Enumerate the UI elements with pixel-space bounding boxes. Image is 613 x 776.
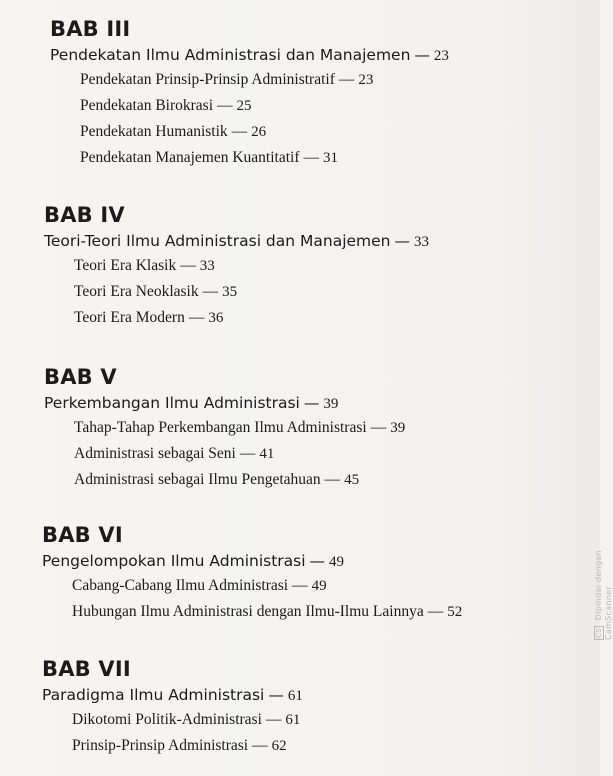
section-page-number: 41 bbox=[259, 446, 275, 462]
section-page-number: 31 bbox=[323, 150, 339, 166]
section-title: Pendekatan Birokrasi bbox=[80, 97, 214, 114]
section-title: Teori Era Klasik bbox=[74, 257, 177, 274]
section-page-number: 25 bbox=[236, 98, 252, 114]
section-page-number: 45 bbox=[344, 472, 360, 488]
section-page-number: 52 bbox=[447, 604, 463, 620]
section-list bbox=[42, 573, 582, 625]
separator-dash: — bbox=[324, 471, 341, 488]
section-page-number: 36 bbox=[208, 310, 224, 326]
section-title: Pendekatan Manajemen Kuantitatif bbox=[80, 149, 300, 166]
section-item bbox=[74, 305, 584, 331]
separator-dash: — bbox=[303, 394, 320, 412]
separator-dash: — bbox=[202, 283, 219, 300]
section-item bbox=[74, 441, 584, 467]
chapter-title-text: Pendekatan Ilmu Administrasi dan Manajemen bbox=[50, 46, 411, 64]
separator-dash: — bbox=[292, 577, 308, 594]
separator-dash: — bbox=[239, 445, 256, 462]
section-page-number: 26 bbox=[251, 124, 267, 140]
chapter-title bbox=[50, 44, 590, 67]
chapter-page-number: 39 bbox=[323, 396, 339, 412]
chapter-title-text: Perkembangan Ilmu Administrasi bbox=[44, 394, 300, 412]
section-list bbox=[50, 67, 590, 171]
section-item bbox=[80, 67, 590, 93]
section-list bbox=[44, 415, 584, 493]
section-title: Administrasi sebagai Ilmu Pengetahuan bbox=[74, 471, 321, 488]
section-page-number: 35 bbox=[222, 284, 238, 300]
chapter-title bbox=[44, 392, 584, 415]
section-title: Prinsip-Prinsip Administrasi bbox=[72, 737, 249, 754]
scanner-watermark bbox=[594, 504, 613, 640]
section-list bbox=[42, 707, 582, 759]
chapter-bab-v bbox=[44, 364, 584, 493]
section-item bbox=[80, 145, 590, 171]
section-title: Pendekatan Prinsip-Prinsip Administratif bbox=[80, 71, 335, 88]
section-item bbox=[74, 467, 584, 493]
chapter-bab-vi bbox=[42, 522, 582, 625]
section-title: Tahap-Tahap Perkembangan Ilmu Administrasi bbox=[74, 419, 367, 436]
chapter-title bbox=[44, 230, 584, 253]
chapter-title-text: Paradigma Ilmu Administrasi bbox=[42, 686, 265, 704]
section-page-number: 39 bbox=[390, 420, 406, 436]
chapter-page-number: 61 bbox=[287, 688, 303, 704]
section-item bbox=[74, 279, 584, 305]
chapter-bab-vii bbox=[42, 656, 582, 759]
chapter-label: BAB V bbox=[44, 365, 117, 389]
separator-dash: — bbox=[252, 737, 268, 754]
chapter-bab-iii bbox=[50, 16, 590, 171]
chapter-page-number: 23 bbox=[433, 48, 449, 64]
chapter-title-text: Pengelompokan Ilmu Administrasi bbox=[42, 552, 306, 570]
section-page-number: 62 bbox=[271, 738, 287, 754]
section-page-number: 33 bbox=[199, 258, 215, 274]
scanner-watermark-text: Dipindai dengan CamScanner bbox=[594, 550, 613, 640]
chapter-bab-iv bbox=[44, 202, 584, 331]
chapter-label: BAB III bbox=[50, 17, 131, 41]
scanner-badge: CS bbox=[595, 628, 603, 638]
separator-dash: — bbox=[265, 711, 282, 728]
section-title: Dikotomi Politik-Administrasi bbox=[72, 711, 262, 728]
section-title: Cabang-Cabang Ilmu Administrasi bbox=[72, 577, 289, 594]
section-title: Pendekatan Humanistik bbox=[80, 123, 228, 140]
separator-dash: — bbox=[394, 232, 411, 250]
chapter-page-number: 49 bbox=[329, 554, 345, 570]
section-list bbox=[44, 253, 584, 331]
chapter-label: BAB VII bbox=[42, 657, 131, 681]
separator-dash: — bbox=[427, 603, 444, 620]
section-title: Hubungan Ilmu Administrasi dengan Ilmu-Ilmu Lainnya bbox=[72, 603, 424, 620]
separator-dash: — bbox=[309, 552, 326, 570]
chapter-title-text: Teori-Teori Ilmu Administrasi dan Manajemen bbox=[44, 232, 391, 250]
separator-dash: — bbox=[268, 686, 284, 704]
chapter-page-number: 33 bbox=[414, 234, 430, 250]
separator-dash: — bbox=[303, 149, 320, 166]
section-item bbox=[80, 93, 590, 119]
section-item bbox=[72, 707, 582, 733]
section-item bbox=[72, 733, 582, 759]
separator-dash: — bbox=[414, 46, 430, 64]
section-title: Teori Era Neoklasik bbox=[74, 283, 199, 300]
section-item bbox=[74, 253, 584, 279]
separator-dash: — bbox=[217, 97, 233, 114]
section-item bbox=[74, 415, 584, 441]
section-title: Teori Era Modern bbox=[74, 309, 185, 326]
separator-dash: — bbox=[231, 123, 248, 140]
chapter-title bbox=[42, 684, 582, 707]
section-page-number: 49 bbox=[311, 578, 327, 594]
separator-dash: — bbox=[180, 257, 196, 274]
section-page-number: 23 bbox=[358, 72, 374, 88]
section-title: Administrasi sebagai Seni bbox=[74, 445, 236, 462]
section-item bbox=[72, 573, 582, 599]
separator-dash: — bbox=[338, 71, 355, 88]
separator-dash: — bbox=[188, 309, 205, 326]
chapter-label: BAB VI bbox=[42, 523, 123, 547]
section-item bbox=[80, 119, 590, 145]
separator-dash: — bbox=[370, 419, 387, 436]
chapter-title bbox=[42, 550, 582, 573]
chapter-label: BAB IV bbox=[44, 203, 125, 227]
section-page-number: 61 bbox=[285, 712, 301, 728]
section-item bbox=[72, 599, 582, 625]
